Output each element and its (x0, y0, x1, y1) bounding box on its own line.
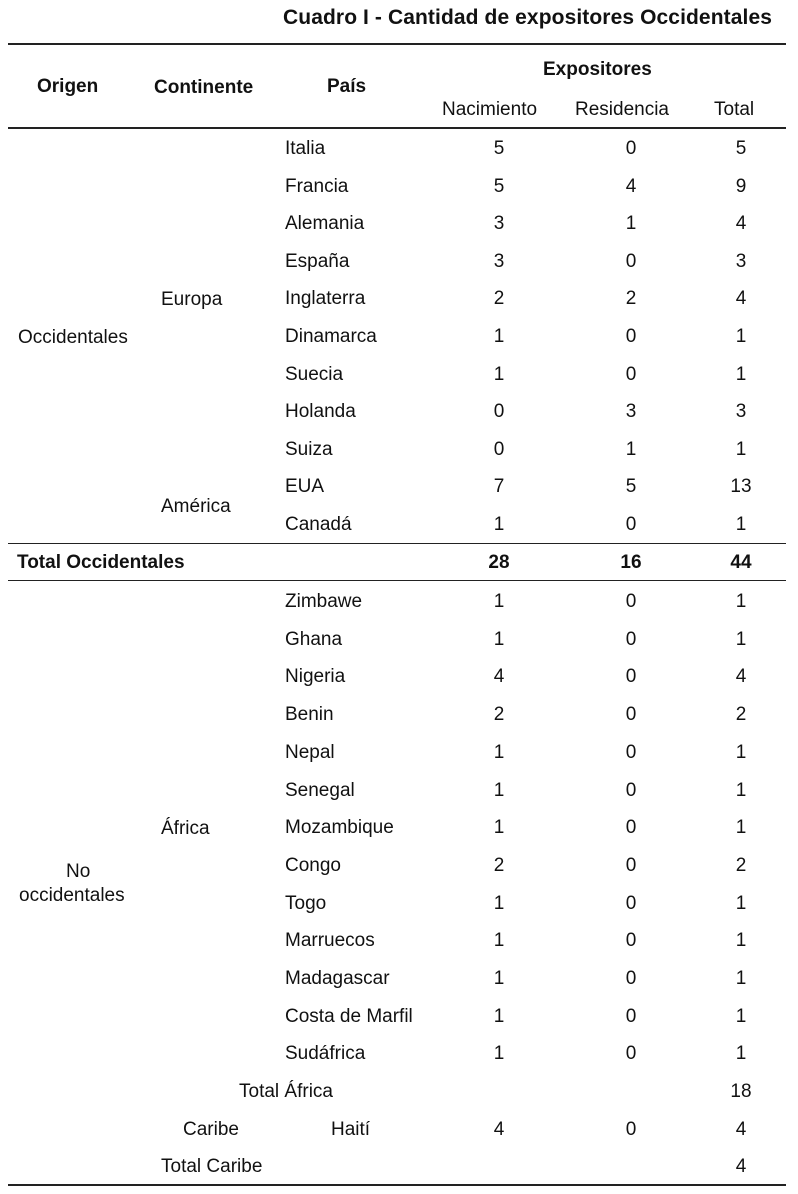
total-africa-label: Total África (239, 1081, 333, 1102)
residencia-value: 0 (625, 138, 637, 159)
nacimiento-value: 7 (493, 476, 505, 497)
origin-no-occidentales-line1: No (66, 861, 91, 882)
total-value: 1 (735, 1043, 747, 1064)
total-value: 1 (735, 364, 747, 385)
country-name: Francia (285, 176, 349, 197)
residencia-value: 1 (625, 213, 637, 234)
residencia-value: 0 (625, 326, 637, 347)
residencia-value: 1 (625, 439, 637, 460)
nacimiento-value: 2 (493, 855, 505, 876)
country-name: Mozambique (285, 817, 394, 838)
country-name: Togo (285, 893, 327, 914)
total-value: 1 (735, 326, 747, 347)
country-name: Holanda (285, 401, 356, 422)
haiti-nacimiento: 4 (493, 1119, 505, 1140)
total-value: 1 (735, 968, 747, 989)
nacimiento-value: 5 (493, 176, 505, 197)
country-name: Ghana (285, 629, 343, 650)
nacimiento-value: 1 (493, 780, 505, 801)
residencia-value: 3 (625, 401, 637, 422)
total-occidentales-total: 44 (730, 552, 752, 573)
nacimiento-value: 1 (493, 629, 505, 650)
nacimiento-value: 1 (493, 326, 505, 347)
residencia-value: 0 (625, 930, 637, 951)
residencia-value: 0 (625, 968, 637, 989)
country-name: EUA (285, 476, 325, 497)
nacimiento-value: 1 (493, 1006, 505, 1027)
residencia-value: 0 (625, 855, 637, 876)
country-name: Dinamarca (285, 326, 377, 347)
continent-europa: Europa (161, 289, 223, 310)
table-title: Cuadro I - Cantidad de expositores Occidentales (283, 6, 772, 29)
nacimiento-value: 4 (493, 666, 505, 687)
country-name: Costa de Marfil (285, 1006, 413, 1027)
continent-caribe: Caribe (183, 1119, 239, 1140)
country-haiti: Haití (331, 1119, 371, 1140)
total-value: 1 (735, 591, 747, 612)
continent-america: América (161, 496, 231, 517)
total-value: 9 (735, 176, 747, 197)
total-africa-total: 18 (730, 1081, 752, 1102)
residencia-value: 0 (625, 704, 637, 725)
origin-no-occidentales-line2: occidentales (19, 885, 125, 906)
residencia-value: 0 (625, 514, 637, 535)
header-continente: Continente (154, 77, 254, 98)
country-name: Marruecos (285, 930, 375, 951)
nacimiento-value: 1 (493, 591, 505, 612)
total-value: 3 (735, 251, 747, 272)
nacimiento-value: 1 (493, 514, 505, 535)
total-value: 1 (735, 930, 747, 951)
total-occidentales-nacimiento: 28 (488, 552, 510, 573)
total-value: 1 (735, 780, 747, 801)
total-occidentales-rule-top (8, 543, 786, 544)
nacimiento-value: 2 (493, 704, 505, 725)
country-name: España (285, 251, 350, 272)
haiti-residencia: 0 (625, 1119, 637, 1140)
header-pais: País (327, 76, 367, 97)
nacimiento-value: 0 (493, 401, 505, 422)
residencia-value: 0 (625, 780, 637, 801)
residencia-value: 0 (625, 666, 637, 687)
continent-africa: África (161, 818, 210, 839)
residencia-value: 0 (625, 1043, 637, 1064)
country-name: Senegal (285, 780, 355, 801)
total-value: 2 (735, 855, 747, 876)
total-value: 1 (735, 742, 747, 763)
country-name: Suiza (285, 439, 333, 460)
total-value: 1 (735, 817, 747, 838)
residencia-value: 0 (625, 742, 637, 763)
total-value: 2 (735, 704, 747, 725)
nacimiento-value: 1 (493, 893, 505, 914)
total-occidentales-rule-bottom (8, 580, 786, 581)
total-value: 1 (735, 893, 747, 914)
residencia-value: 0 (625, 893, 637, 914)
origin-occidentales: Occidentales (18, 327, 128, 348)
header-origen: Origen (37, 76, 99, 97)
total-occidentales-label: Total Occidentales (17, 552, 185, 573)
top-rule (8, 43, 786, 45)
residencia-value: 0 (625, 1006, 637, 1027)
nacimiento-value: 1 (493, 1043, 505, 1064)
total-value: 13 (730, 476, 752, 497)
residencia-value: 0 (625, 629, 637, 650)
country-name: Nepal (285, 742, 335, 763)
residencia-value: 5 (625, 476, 637, 497)
country-name: Suecia (285, 364, 344, 385)
nacimiento-value: 1 (493, 364, 505, 385)
residencia-value: 0 (625, 251, 637, 272)
country-name: Nigeria (285, 666, 346, 687)
header-total: Total (714, 99, 755, 120)
haiti-total: 4 (735, 1119, 747, 1140)
nacimiento-value: 5 (493, 138, 505, 159)
nacimiento-value: 1 (493, 968, 505, 989)
country-name: Inglaterra (285, 288, 366, 309)
residencia-value: 2 (625, 288, 637, 309)
country-name: Congo (285, 855, 341, 876)
nacimiento-value: 3 (493, 251, 505, 272)
header-nacimiento: Nacimiento (442, 99, 538, 120)
total-value: 4 (735, 213, 747, 234)
total-value: 1 (735, 439, 747, 460)
total-value: 4 (735, 666, 747, 687)
total-caribe-total: 4 (735, 1156, 747, 1177)
bottom-rule (8, 1184, 786, 1186)
residencia-value: 4 (625, 176, 637, 197)
total-value: 4 (735, 288, 747, 309)
residencia-value: 0 (625, 817, 637, 838)
total-occidentales-residencia: 16 (620, 552, 642, 573)
country-name: Benin (285, 704, 334, 725)
header-expositores: Expositores (543, 59, 652, 80)
nacimiento-value: 2 (493, 288, 505, 309)
nacimiento-value: 1 (493, 817, 505, 838)
total-value: 1 (735, 629, 747, 650)
header-rule (8, 127, 786, 129)
total-value: 1 (735, 1006, 747, 1027)
total-caribe-label: Total Caribe (161, 1156, 263, 1177)
total-value: 1 (735, 514, 747, 535)
nacimiento-value: 3 (493, 213, 505, 234)
total-value: 3 (735, 401, 747, 422)
nacimiento-value: 0 (493, 439, 505, 460)
total-value: 5 (735, 138, 747, 159)
country-name: Zimbawe (285, 591, 363, 612)
country-name: Italia (285, 138, 326, 159)
nacimiento-value: 1 (493, 742, 505, 763)
country-name: Sudáfrica (285, 1043, 366, 1064)
country-name: Alemania (285, 213, 365, 234)
country-name: Canadá (285, 514, 352, 535)
nacimiento-value: 1 (493, 930, 505, 951)
residencia-value: 0 (625, 591, 637, 612)
header-residencia: Residencia (575, 99, 669, 120)
residencia-value: 0 (625, 364, 637, 385)
country-name: Madagascar (285, 968, 390, 989)
